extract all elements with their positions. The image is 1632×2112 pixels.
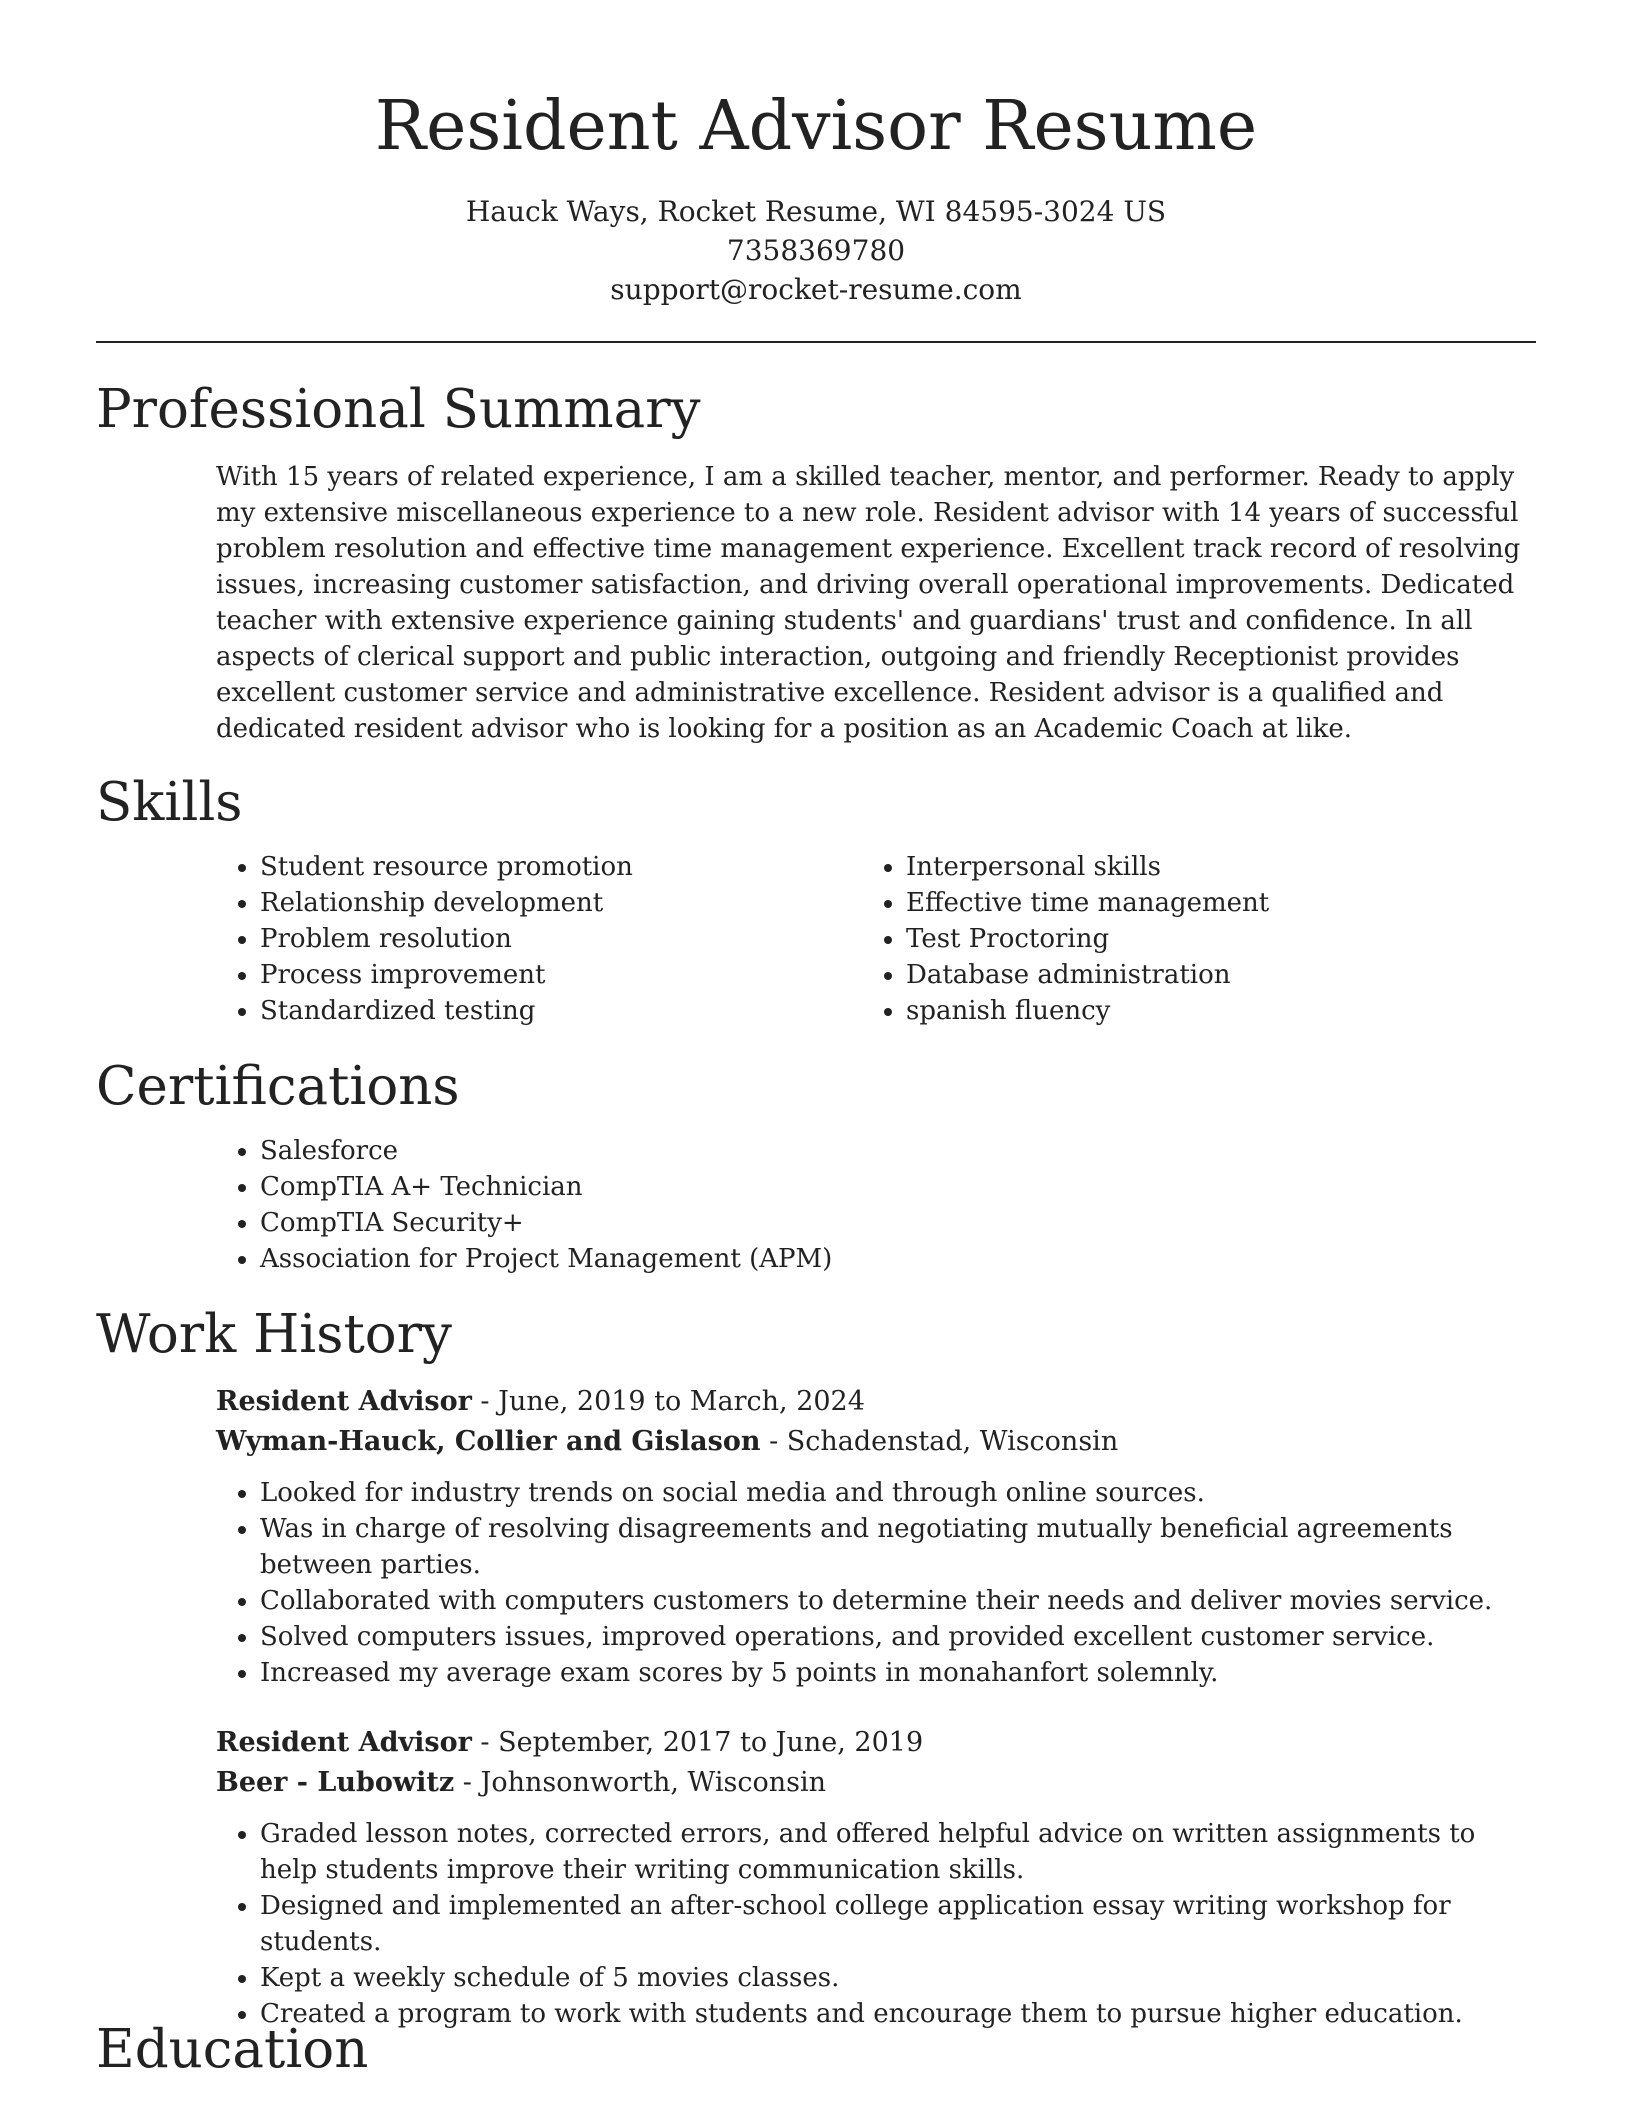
section-heading-certifications: Certifications — [96, 1056, 460, 1117]
list-item: • Test Proctoring — [906, 921, 1482, 957]
job-title: Resident Advisor — [216, 1386, 472, 1417]
skills-list-right — [862, 849, 1482, 1029]
list-item: • Kept a weekly schedule of 5 movies classes. — [260, 1960, 1536, 1996]
job-bullet-list — [216, 1475, 1536, 1691]
list-item: • Looked for industry trends on social media and through online sources. — [260, 1475, 1536, 1511]
list-item: • spanish fluency — [906, 993, 1482, 1029]
section-heading-skills: Skills — [96, 772, 243, 833]
list-item: • Designed and implemented an after-school college application essay writing workshop for students. — [260, 1888, 1536, 1960]
skills-column-left — [216, 849, 836, 1029]
separator: - — [471, 1386, 499, 1417]
section-heading-work-history: Work History — [96, 1304, 452, 1365]
section-heading-summary: Professional Summary — [96, 379, 701, 440]
list-item: • Graded lesson notes, corrected errors, and offered helpful advice on written assignments to help students improve their writing communication skills. — [260, 1816, 1536, 1888]
list-item: • Student resource promotion — [260, 849, 836, 885]
list-item: • Salesforce — [260, 1133, 1536, 1169]
contact-email: support@rocket-resume.com — [610, 273, 1022, 306]
separator: - — [760, 1426, 787, 1457]
job-title-line — [216, 1724, 1536, 1762]
job-bullets — [216, 1816, 1536, 2032]
contact-phone: 7358369780 — [726, 234, 906, 267]
job-location: Schadenstad, Wisconsin — [786, 1426, 1119, 1457]
list-item: • Database administration — [906, 957, 1482, 993]
job-location: Johnsonworth, Wisconsin — [480, 1767, 826, 1798]
list-item: • Increased my average exam scores by 5 points in monahanfort solemnly. — [260, 1655, 1536, 1691]
list-item: • Problem resolution — [260, 921, 836, 957]
list-item: • CompTIA A+ Technician — [260, 1169, 1536, 1205]
certifications-block — [216, 1133, 1536, 1277]
list-item: • Interpersonal skills — [906, 849, 1482, 885]
list-item: • Standardized testing — [260, 993, 836, 1029]
list-item: • CompTIA Security+ — [260, 1205, 1536, 1241]
skills-list-left — [216, 849, 836, 1029]
summary-text: With 15 years of related experience, I am a skilled teacher, mentor, and performer. Ready to apply my extensive miscellaneous experience to a new role. Resident advisor with 14 years of successful problem resolution and effective time management experience. Excellent track record of resolving issues, increasing customer satisfaction, and driving overall operational improvements. Dedicated teacher with extensive experience gaining students' and guardians' trust and confidence. In all aspects of clerical support and public interaction, outgoing and friendly Receptionist provides excellent customer service and administrative excellence. Resident advisor is a qualified and dedicated resident advisor who is looking for a position as an Academic Coach at like. — [216, 462, 1521, 744]
certifications-list — [216, 1133, 1536, 1277]
resume-title: Resident Advisor Resume — [374, 87, 1258, 166]
job-company-line — [216, 1764, 1536, 1802]
list-item: • Relationship development — [260, 885, 836, 921]
skills-column-right — [862, 849, 1482, 1029]
contact-address: Hauck Ways, Rocket Resume, WI 84595-3024 US — [465, 195, 1167, 228]
list-item: • Process improvement — [260, 957, 836, 993]
list-item: • Collaborated with computers customers to determine their needs and deliver movies service. — [260, 1583, 1536, 1619]
section-heading-education: Education — [96, 2019, 369, 2080]
header-divider — [96, 341, 1536, 343]
separator: - — [471, 1727, 499, 1758]
job-company: Wyman-Hauck, Collier and Gislason — [216, 1426, 761, 1457]
list-item: • Solved computers issues, improved operations, and provided excellent customer service. — [260, 1619, 1536, 1655]
job-company-line — [216, 1423, 1536, 1461]
list-item: • Was in charge of resolving disagreements and negotiating mutually beneficial agreements between parties. — [260, 1511, 1536, 1583]
separator: - — [454, 1767, 481, 1798]
job-bullets — [216, 1475, 1536, 1691]
list-item: • Effective time management — [906, 885, 1482, 921]
resume-header — [0, 0, 1632, 309]
list-item: • Created a program to work with students and encourage them to pursue higher education. — [260, 1996, 1536, 2032]
contact-block — [0, 192, 1632, 309]
job-title: Resident Advisor — [216, 1727, 472, 1758]
job-bullet-list — [216, 1816, 1536, 2032]
list-item: • Association for Project Management (APM) — [260, 1241, 1536, 1277]
job-dates: September, 2017 to June, 2019 — [498, 1727, 924, 1758]
job-title-line — [216, 1383, 1536, 1421]
job-company: Beer - Lubowitz — [216, 1767, 455, 1798]
job-dates: June, 2019 to March, 2024 — [498, 1386, 865, 1417]
